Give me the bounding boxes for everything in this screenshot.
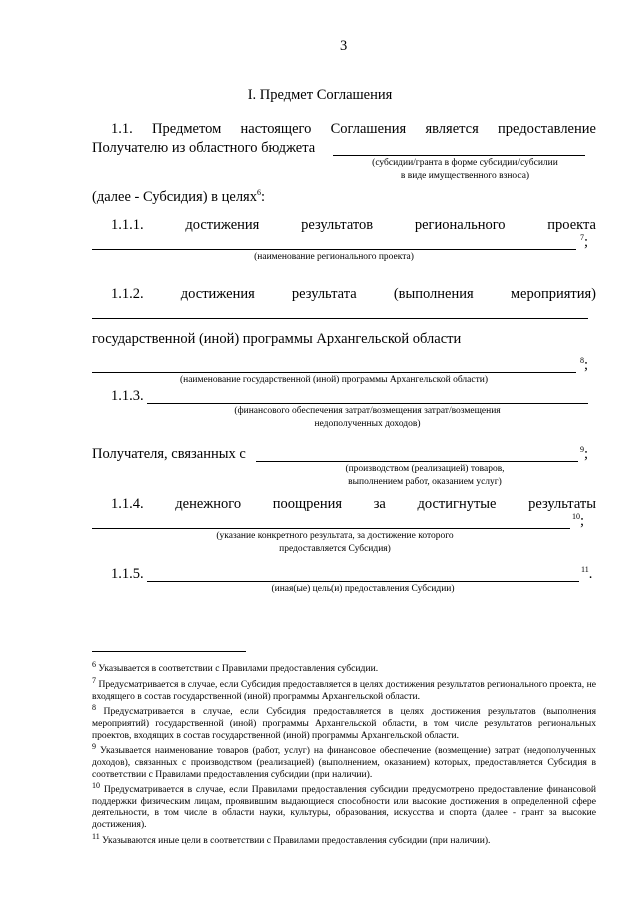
word: настоящего <box>240 121 312 137</box>
section-title: I. Предмет Соглашения <box>247 87 393 103</box>
caption-subsidy-type-2: в виде имущественного взноса) <box>400 171 530 181</box>
blank-field-subsidy-type[interactable] <box>333 155 585 156</box>
clause-1-1-2-line1 <box>111 286 596 303</box>
word: является <box>425 121 479 137</box>
blank-field-activity[interactable] <box>92 318 588 319</box>
caption-financing-type-1: (финансового обеспечения затрат/возмещения затрат/возмещения <box>234 406 501 416</box>
caption-financing-type-2: недополученных доходов) <box>314 419 421 429</box>
word: результата <box>291 286 357 302</box>
word: поощрения <box>272 496 343 512</box>
page-number: 3 <box>340 38 348 54</box>
footnote-ref-9: 9 <box>580 445 584 454</box>
footnote-ref-10: 10 <box>572 512 580 521</box>
clause-1-1-4-line1 <box>111 496 596 513</box>
caption-production-1: (производством (реализацией) товаров, <box>345 464 505 474</box>
footnote-11: $^{11}$ Указываются иные цели в соответствии с Правилами предоставления субсидии (при наличии). <box>92 831 491 846</box>
clause-1-1-line3: (далее - Субсидия) в целях$^6$: <box>92 188 266 205</box>
word: (выполнения <box>393 286 474 302</box>
clause-1-1-1-line1 <box>111 217 596 234</box>
word: предоставление <box>498 121 596 137</box>
clause-1-1-5-num: 1.1.5. <box>111 566 144 582</box>
word: проекта <box>547 217 596 233</box>
word: 1.1.1. <box>111 217 144 233</box>
footnote-ref-7: 7 <box>580 233 584 242</box>
blank-field-production[interactable] <box>256 461 578 462</box>
word: результаты <box>528 496 596 512</box>
clause-1-1-5-end: $^{11}$. <box>581 565 593 582</box>
blank-field-state-program[interactable] <box>92 372 576 373</box>
clause-1-1-1-end: $^7$; <box>580 233 589 250</box>
blank-field-financing-type[interactable] <box>147 403 588 404</box>
clause-1-1-4-end: $^{10}$; <box>572 512 585 529</box>
footnote-ref-6: 6 <box>256 188 261 197</box>
footnote-7: $^7$ Предусматривается в случае, если Субсидия предоставляется в целях достижения результатов регионального проекта, не входящего в состав государственной (иной) программы Архангельской области. <box>92 675 596 702</box>
word: результатов <box>301 217 374 233</box>
word: денежного <box>175 496 242 512</box>
footnote-6: $^6$ Указывается в соответствии с Правилами предоставления субсидии. <box>92 660 379 675</box>
word: 1.1.4. <box>111 496 144 512</box>
clause-1-1-2-line3: государственной (иной) программы Архангельской области <box>92 331 462 347</box>
caption-result-1: (указание конкретного результата, за достижение которого <box>216 531 454 541</box>
clause-1-1-2-end: $^8$; <box>580 356 589 373</box>
blank-field-result[interactable] <box>92 528 570 529</box>
blank-field-other-goals[interactable] <box>147 581 579 582</box>
word: 1.1.2. <box>111 286 144 302</box>
footnote-ref-11: 11 <box>581 565 589 574</box>
clause-1-1-line1 <box>111 121 596 138</box>
word: мероприятия) <box>510 286 596 302</box>
caption-result-2: предоставляется Субсидия) <box>279 544 391 554</box>
caption-production-2: выполнением работ, оказанием услуг) <box>348 477 502 487</box>
footnote-separator <box>92 651 246 652</box>
footnote-9: $^9$ Указывается наименование товаров (работ, услуг) на финансовое обеспечение (возмещение) затрат (недополученных доходов), связанных с производством (реализацией) (выполнением, оказанием) которых, предоставляется Субсидия в соответствии с Правилами предоставления субсидии (при наличии). <box>92 742 596 780</box>
word: регионального <box>414 217 506 233</box>
caption-other-goals: (иная(ые) цель(и) предоставления Субсидии) <box>271 584 455 594</box>
footnote-10: $^{10}$ Предусматривается в случае, если Правилами предоставления субсидии предусмотрено предоставление финансовой поддержки физическим лицам, проявившим выдающиеся способности или высокие достижения в определенной сфере деятельности, в том числе в области науки, культуры, образования, искусства и спорта (далее - грант за высокие достижения). <box>92 781 596 831</box>
footnote-ref-8: 8 <box>580 356 584 365</box>
blank-field-regional-project[interactable] <box>92 249 576 250</box>
word: 1.1. <box>111 121 133 137</box>
footnote-8: $^8$ Предусматривается в случае, если Субсидия предоставляется в целях достижения результатов (выполнения мероприятий) государственной (иной) программы Архангельской области, в том числе результатов региональных проектов, входящих в состав государственной (иной) программы Архангельской области. <box>92 703 596 741</box>
word: за <box>373 496 386 512</box>
caption-regional-project: (наименование регионального проекта) <box>254 252 414 262</box>
word: Соглашения <box>330 121 407 137</box>
clause-1-1-3-num: 1.1.3. <box>111 388 144 404</box>
word: достигнутые <box>417 496 497 512</box>
word: достижения <box>185 217 260 233</box>
clause-1-1-3-end: $^9$; <box>580 445 589 462</box>
word: достижения <box>180 286 255 302</box>
caption-state-program: (наименование государственной (иной) программы Архангельской области) <box>179 375 489 385</box>
word: Предметом <box>152 121 222 137</box>
clause-1-1-3-line2: Получателя, связанных с <box>92 446 246 462</box>
clause-1-1-line2: Получателю из областного бюджета <box>92 140 316 156</box>
caption-subsidy-type-1: (субсидии/гранта в форме субсидии/субсилии <box>372 158 558 168</box>
footnotes <box>92 659 596 846</box>
